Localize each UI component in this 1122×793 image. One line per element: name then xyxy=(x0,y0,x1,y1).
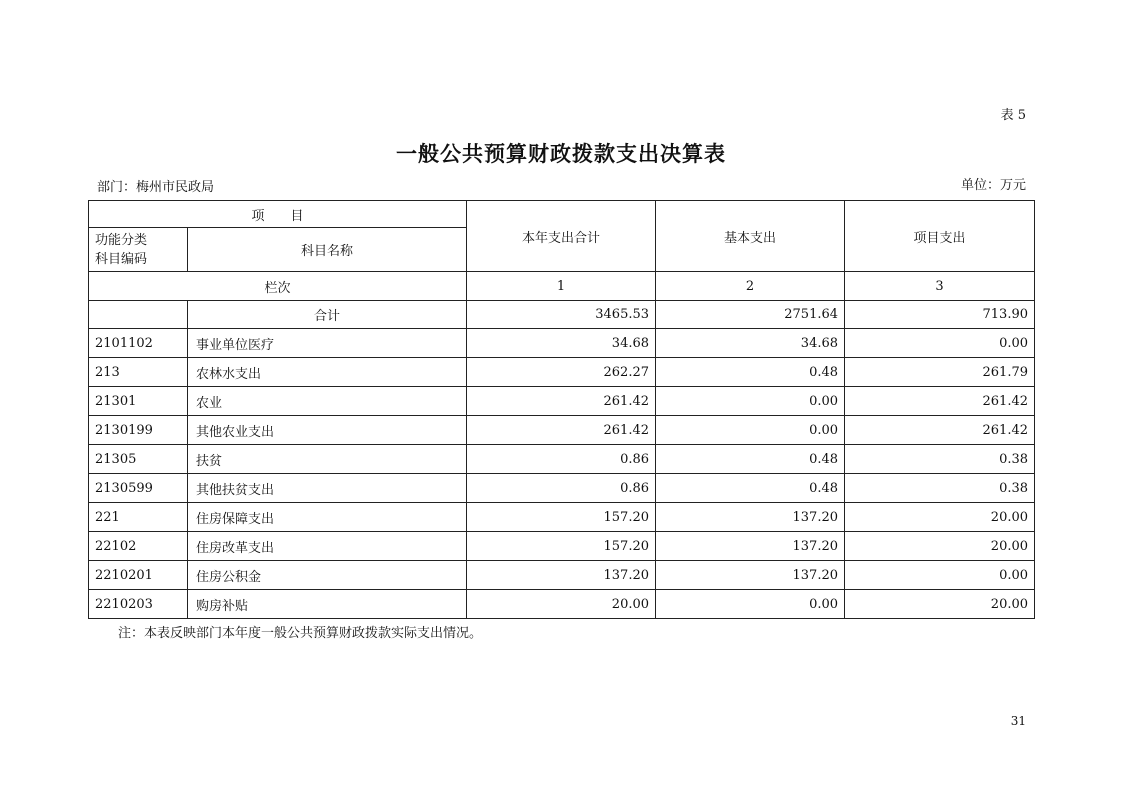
row-code: 22102 xyxy=(89,532,188,561)
row-code: 213 xyxy=(89,358,188,387)
table-row xyxy=(89,474,1035,503)
table-row xyxy=(89,532,1035,561)
row-total: 137.20 xyxy=(467,561,656,590)
total-row-total: 3465.53 xyxy=(467,301,656,329)
row-total: 157.20 xyxy=(467,532,656,561)
row-project: 261.42 xyxy=(845,416,1035,445)
row-project: 20.00 xyxy=(845,532,1035,561)
total-row-code xyxy=(89,301,188,329)
row-total: 157.20 xyxy=(467,503,656,532)
table-label: 表 5 xyxy=(1000,108,1026,123)
total-row-basic: 2751.64 xyxy=(656,301,845,329)
row-name: 农业 xyxy=(188,387,467,416)
row-project: 20.00 xyxy=(845,503,1035,532)
table-row xyxy=(89,358,1035,387)
row-project: 0.38 xyxy=(845,474,1035,503)
footnote: 注：本表反映部门本年度一般公共预算财政拨款实际支出情况。 xyxy=(118,626,483,641)
table-row xyxy=(89,416,1035,445)
row-project: 0.00 xyxy=(845,561,1035,590)
unit-label: 单位：万元 xyxy=(960,178,1026,193)
column-index-label: 栏次 xyxy=(89,272,467,301)
row-name: 购房补贴 xyxy=(188,590,467,619)
row-project: 20.00 xyxy=(845,590,1035,619)
header-row-item xyxy=(89,201,1035,228)
row-basic: 137.20 xyxy=(656,532,845,561)
row-total: 0.86 xyxy=(467,474,656,503)
row-total: 20.00 xyxy=(467,590,656,619)
row-project: 0.00 xyxy=(845,329,1035,358)
row-basic: 0.48 xyxy=(656,358,845,387)
row-basic: 0.00 xyxy=(656,590,845,619)
row-basic: 137.20 xyxy=(656,561,845,590)
header-subject-name: 科目名称 xyxy=(188,228,467,272)
row-name: 其他扶贫支出 xyxy=(188,474,467,503)
column-index-3: 3 xyxy=(845,272,1035,301)
row-code: 221 xyxy=(89,503,188,532)
total-row xyxy=(89,301,1035,329)
header-basic: 基本支出 xyxy=(656,201,845,272)
row-total: 34.68 xyxy=(467,329,656,358)
department-label: 部门：梅州市民政局 xyxy=(97,180,215,195)
header-project: 项目支出 xyxy=(845,201,1035,272)
column-index-1: 1 xyxy=(467,272,656,301)
column-index-row xyxy=(89,272,1035,301)
row-name: 住房公积金 xyxy=(188,561,467,590)
row-code: 2210201 xyxy=(89,561,188,590)
row-code: 2130599 xyxy=(89,474,188,503)
row-basic: 137.20 xyxy=(656,503,845,532)
row-total: 0.86 xyxy=(467,445,656,474)
row-code: 2130199 xyxy=(89,416,188,445)
row-total: 261.42 xyxy=(467,387,656,416)
row-name: 其他农业支出 xyxy=(188,416,467,445)
header-item: 项 目 xyxy=(89,201,467,228)
row-basic: 0.00 xyxy=(656,416,845,445)
table-row xyxy=(89,329,1035,358)
header-func-code: 功能分类 科目编码 xyxy=(89,228,188,272)
row-basic: 34.68 xyxy=(656,329,845,358)
row-total: 262.27 xyxy=(467,358,656,387)
table-row xyxy=(89,590,1035,619)
row-code: 2210203 xyxy=(89,590,188,619)
row-code: 2101102 xyxy=(89,329,188,358)
row-project: 0.38 xyxy=(845,445,1035,474)
row-code: 21305 xyxy=(89,445,188,474)
total-row-project: 713.90 xyxy=(845,301,1035,329)
row-project: 261.79 xyxy=(845,358,1035,387)
page-title: 一般公共预算财政拨款支出决算表 xyxy=(396,142,726,166)
table-row xyxy=(89,445,1035,474)
header-total: 本年支出合计 xyxy=(467,201,656,272)
row-basic: 0.48 xyxy=(656,474,845,503)
page-number: 31 xyxy=(1010,714,1026,728)
column-index-2: 2 xyxy=(656,272,845,301)
table-row xyxy=(89,561,1035,590)
row-total: 261.42 xyxy=(467,416,656,445)
row-name: 扶贫 xyxy=(188,445,467,474)
total-row-label: 合计 xyxy=(188,301,467,329)
row-name: 事业单位医疗 xyxy=(188,329,467,358)
row-basic: 0.48 xyxy=(656,445,845,474)
row-code: 21301 xyxy=(89,387,188,416)
table-row xyxy=(89,387,1035,416)
row-project: 261.42 xyxy=(845,387,1035,416)
row-basic: 0.00 xyxy=(656,387,845,416)
table-row xyxy=(89,503,1035,532)
row-name: 住房改革支出 xyxy=(188,532,467,561)
row-name: 住房保障支出 xyxy=(188,503,467,532)
expenditure-table xyxy=(88,200,1035,619)
row-name: 农林水支出 xyxy=(188,358,467,387)
